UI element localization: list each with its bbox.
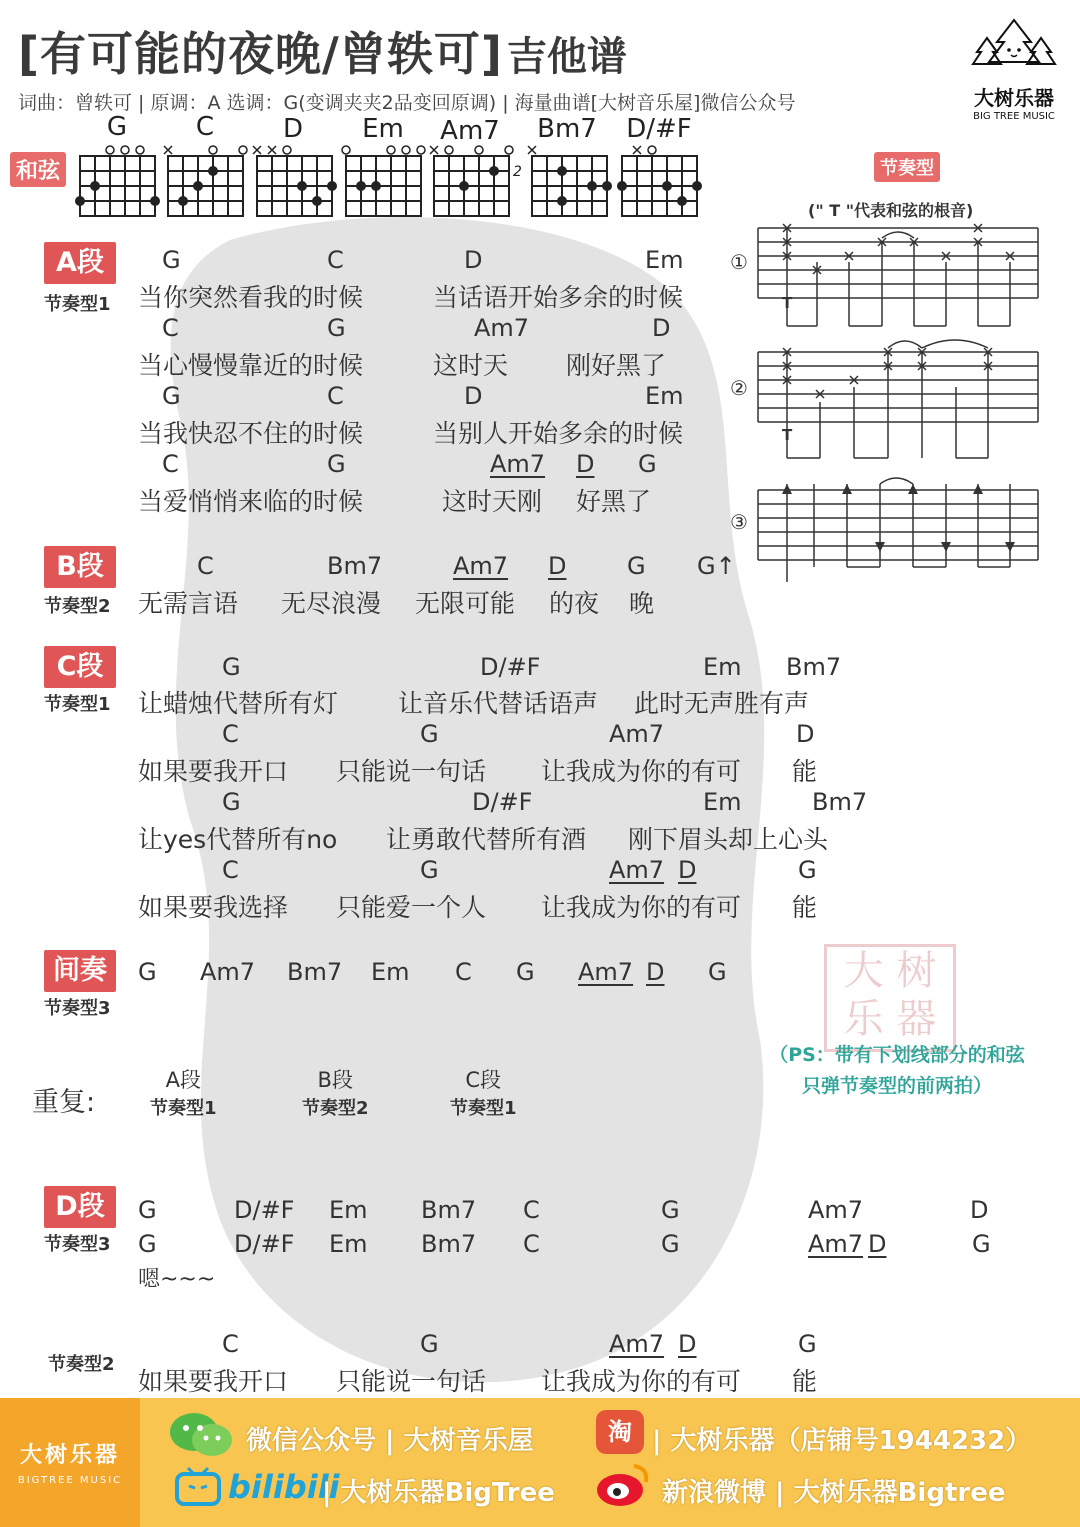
- rhythm-number-1: ①: [730, 250, 748, 274]
- title-suffix: 吉他谱: [506, 34, 627, 80]
- lyric-line: 只能爱一个人: [336, 893, 487, 922]
- chord-label: Am7: [808, 1196, 864, 1224]
- repeat-item-c: C段 节奏型1: [450, 1068, 517, 1119]
- chord-label: C: [327, 382, 344, 410]
- chord-label: D: [970, 1196, 989, 1224]
- lyric-line: 这时天: [433, 351, 509, 380]
- chord-label: Am7: [609, 720, 665, 748]
- lyric-line: 当心慢慢靠近的时候: [138, 351, 364, 380]
- chord-label: Bm7: [287, 958, 343, 986]
- footer-brand: 大树乐器 BIGTREE MUSIC: [0, 1398, 140, 1527]
- section-b-rhythm-type: 节奏型2: [44, 596, 111, 617]
- chord-label: D/#F: [234, 1230, 295, 1258]
- lyric-line: 无需言语: [138, 589, 239, 618]
- lyric-line: 这时天刚: [442, 487, 543, 516]
- chord-label: Bm7: [812, 788, 868, 816]
- chord-label: C: [222, 720, 239, 748]
- chord-label: D: [796, 720, 815, 748]
- lyric-line: 让音乐代替话语声: [398, 689, 599, 718]
- chord-label: G: [222, 653, 241, 681]
- interlude-tag: 间奏: [44, 950, 116, 992]
- lyric-line: 能: [792, 893, 818, 922]
- tree-logo-icon: [969, 18, 1059, 76]
- wechat-link[interactable]: 微信公众号 | 大树音乐屋: [246, 1426, 534, 1456]
- chord-label: G: [661, 1230, 680, 1258]
- lyric-line: 让蜡烛代替所有灯: [138, 689, 339, 718]
- chord-label: G: [138, 958, 157, 986]
- chord-label: G: [661, 1196, 680, 1224]
- chord-label: G: [138, 1230, 157, 1258]
- chord-name-am7: Am7: [440, 116, 500, 146]
- chord-label: C: [197, 552, 214, 580]
- chord-label: Bm7: [327, 552, 383, 580]
- chord-label: C: [523, 1196, 540, 1224]
- chord-name-c: C: [195, 112, 215, 142]
- lyric-line: 让我成为你的有可: [541, 1367, 742, 1396]
- chord-name-d: D: [282, 114, 304, 144]
- repeat-item-a: A段 节奏型1: [150, 1068, 217, 1119]
- chord-label: G: [638, 450, 657, 478]
- chord-label: D: [548, 552, 567, 580]
- lyric-line: 此时无声胜有声: [634, 689, 810, 718]
- lyric-line: 如果要我开口: [138, 757, 289, 786]
- chord-label: Em: [371, 958, 410, 986]
- lyric-line: 如果要我选择: [138, 893, 289, 922]
- weibo-icon[interactable]: [594, 1460, 652, 1510]
- wechat-icon[interactable]: [168, 1410, 234, 1460]
- chord-label: Am7: [808, 1230, 864, 1258]
- lyric-line: 让我成为你的有可: [541, 757, 742, 786]
- chord-label: C: [222, 856, 239, 884]
- chord-name-d-sharp-f: D/#F: [626, 114, 692, 144]
- section-c-tag: C段: [44, 646, 116, 688]
- chord-label: Bm7: [421, 1196, 477, 1224]
- chord-label: D/#F: [234, 1196, 295, 1224]
- chord-label: G: [972, 1230, 991, 1258]
- root-marker-1: T: [782, 294, 793, 312]
- lyric-line: 当你突然看我的时候: [138, 283, 364, 312]
- chord-label: Em: [329, 1196, 368, 1224]
- seal-stamp: 大 树 乐 器: [824, 944, 956, 1052]
- lyric-line: 如果要我开口: [138, 1367, 289, 1396]
- song-meta: 词曲：曾轶可 | 原调：A 选调：G(变调夹夹2品变回原调) | 海量曲谱[大树音乐屋]微信公众号: [18, 92, 796, 114]
- chord-label: G: [798, 1330, 817, 1358]
- song-title: [有可能的夜晚/曾轶可]: [18, 27, 503, 81]
- lyric-line: 能: [792, 757, 818, 786]
- lyric-line: 的夜: [549, 589, 600, 618]
- lyric-line: 刚下眉头却上心头: [628, 825, 829, 854]
- chord-label: Em: [703, 653, 742, 681]
- chord-label: D: [464, 382, 483, 410]
- chord-label: G: [708, 958, 727, 986]
- chord-label: D/#F: [472, 788, 533, 816]
- chord-label: C: [162, 314, 179, 342]
- chord-label: D: [464, 246, 483, 274]
- chord-diagrams: [70, 144, 710, 224]
- chord-label: C: [327, 246, 344, 274]
- chord-label: C: [222, 1330, 239, 1358]
- taobao-icon[interactable]: 淘: [596, 1410, 644, 1454]
- lyric-line: 晚: [629, 589, 655, 618]
- interlude-rhythm-type: 节奏型3: [44, 998, 111, 1019]
- chord-name-g: G: [106, 112, 128, 142]
- chord-label: G: [162, 246, 181, 274]
- rhythm-panel-label: 节奏型: [874, 152, 940, 182]
- chord-label: G: [798, 856, 817, 884]
- section-a-rhythm-type: 节奏型1: [44, 294, 111, 315]
- chord-label: D: [652, 314, 671, 342]
- lyric-line: 让勇敢代替所有酒: [386, 825, 587, 854]
- rhythm-patterns: [752, 222, 1044, 592]
- chord-label: G: [627, 552, 646, 580]
- chord-label: Am7: [490, 450, 546, 478]
- chord-label: G: [222, 788, 241, 816]
- chord-label: Em: [645, 246, 684, 274]
- chord-label: Am7: [609, 1330, 665, 1358]
- chord-label: Am7: [200, 958, 256, 986]
- chord-label: G↑: [697, 552, 736, 580]
- chord-label: Em: [329, 1230, 368, 1258]
- ps-note: （PS：带有下划线部分的和弦只弹节奏型的前两拍）: [769, 1044, 1025, 1097]
- chord-label: G: [327, 314, 346, 342]
- bilibili-link[interactable]: | 大树乐器BigTree: [322, 1478, 555, 1508]
- lyric-line: 无尽浪漫: [281, 589, 382, 618]
- section-a-tag: A段: [44, 242, 116, 284]
- weibo-link[interactable]: 新浪微博 | 大树乐器Bigtree: [662, 1478, 1006, 1508]
- chord-label: C: [162, 450, 179, 478]
- chord-label: Bm7: [421, 1230, 477, 1258]
- lyric-line: 刚好黑了: [566, 351, 667, 380]
- lyric-line: 只能说一句话: [336, 1367, 487, 1396]
- repeat-label: 重复:: [32, 1087, 96, 1118]
- chord-diagram-am7: [434, 156, 509, 216]
- rhythm-root-note: (" T "代表和弦的根音): [808, 201, 974, 220]
- chord-label: D: [678, 1330, 697, 1358]
- chord-diagram-d-sharp-f: [622, 156, 697, 216]
- root-marker-2: T: [782, 426, 793, 444]
- chord-label: Em: [645, 382, 684, 410]
- section-d-tag: D段: [44, 1186, 116, 1228]
- chord-label: G: [420, 856, 439, 884]
- lyric-line: 好黑了: [576, 487, 652, 516]
- chord-label: C: [523, 1230, 540, 1258]
- svg-text:2: 2: [513, 164, 522, 180]
- chord-label: D: [868, 1230, 887, 1258]
- lyric-line: 当别人开始多余的时候: [433, 419, 684, 448]
- chord-label: G: [420, 1330, 439, 1358]
- section-d-rhythm-type-2: 节奏型2: [48, 1354, 115, 1375]
- chord-label: D: [678, 856, 697, 884]
- lyric-line: 当爱悄悄来临的时候: [138, 487, 364, 516]
- rhythm-number-2: ②: [730, 376, 748, 400]
- chord-label: G: [516, 958, 535, 986]
- bilibili-logo[interactable]: bilibili: [228, 1468, 340, 1506]
- hum-lyric: 嗯~~~: [138, 1267, 216, 1292]
- chord-section-label: 和弦: [10, 152, 66, 187]
- chord-label: G: [138, 1196, 157, 1224]
- chord-label: Am7: [453, 552, 509, 580]
- chord-label: Em: [703, 788, 742, 816]
- rhythm-number-3: ③: [730, 510, 748, 534]
- section-b-tag: B段: [44, 546, 116, 588]
- chord-label: Bm7: [786, 653, 842, 681]
- lyric-line: 只能说一句话: [336, 757, 487, 786]
- chord-name-em: Em: [362, 114, 404, 144]
- chord-label: G: [420, 720, 439, 748]
- chord-label: G: [162, 382, 181, 410]
- lyric-line: 让yes代替所有no: [138, 825, 338, 854]
- lyric-line: 无限可能: [415, 589, 516, 618]
- page-title: [18, 18, 627, 84]
- section-d-rhythm-type: 节奏型3: [44, 1234, 111, 1255]
- chord-label: G: [327, 450, 346, 478]
- chord-label: D: [576, 450, 595, 478]
- lyric-line: 能: [792, 1367, 818, 1396]
- chord-label: Am7: [474, 314, 530, 342]
- lyric-line: 当我快忍不住的时候: [138, 419, 364, 448]
- chord-label: D: [646, 958, 665, 986]
- chord-label: Am7: [609, 856, 665, 884]
- lyric-line: 当话语开始多余的时候: [433, 283, 684, 312]
- chord-label: Am7: [578, 958, 634, 986]
- chord-label: D/#F: [480, 653, 541, 681]
- taobao-link[interactable]: | 大树乐器（店铺号1944232）: [652, 1426, 1032, 1456]
- bilibili-tv-icon[interactable]: [174, 1464, 222, 1508]
- chord-diagram-d: [257, 156, 332, 216]
- lyric-line: 让我成为你的有可: [541, 893, 742, 922]
- section-c-rhythm-type: 节奏型1: [44, 694, 111, 715]
- chord-label: C: [455, 958, 472, 986]
- repeat-item-b: B段 节奏型2: [302, 1068, 369, 1119]
- chord-diagram-c: [168, 156, 243, 216]
- chord-name-bm7: Bm7: [537, 114, 597, 144]
- brand-logo: 大树乐器 BIG TREE MUSIC: [964, 18, 1064, 122]
